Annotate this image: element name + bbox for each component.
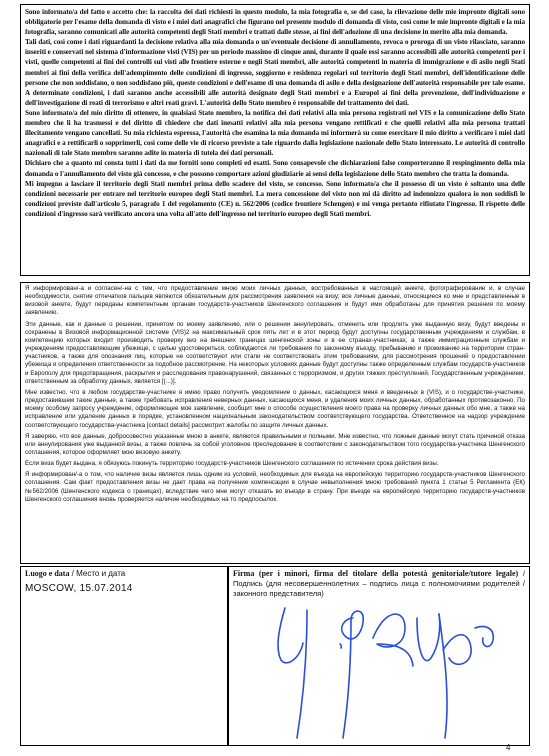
signature-ink	[278, 608, 493, 738]
russian-paragraph: Мне известно, что в любом государстве-участнике я имею право получить уведомление о данных, касающихся меня и введенных в (VIS), и о государстве-участнике, предоставившем такие данные, а также требовать исправления неверных данных, касающихся меня, и удаления моих личных данных, обработанных противозаконно. По моему особому запросу учреждение, оформляющее мое заявление, сообщит мне о способе осуществления моего права на проверку личных данных обо мне, а также на исправление или удаление данных в порядке, установленном национальным законодательством соответствующего государства. Ответственное на надзор учреждение соответствующего государства-участника [contact details] рассмотрит жалобы по защите личных данных.	[25, 388, 525, 429]
russian-paragraph: Я информирован/-а о том, что наличие визы является лишь одним из условий, необходимых для въезда на европейскую территорию государств-участников Шенгенского соглашения. Сам факт предоставления визы не дает права на получение компенсации в случае невыполнения мною требований пункта 1 статьи 5 Регламента (ЕК) №562/2006 (Шенгенского кодекса о границах), вследствие чего мне могут отказать во въезде в страну. При въезде на европейскую территорию государств-участников Шенгенского соглашения вновь проверяется наличие необходимых на то предпосылок.	[25, 471, 525, 503]
handwritten-signature	[245, 588, 545, 748]
place-and-date-value: MOSCOW, 15.07.2014	[25, 583, 133, 594]
place-and-date-label	[25, 569, 223, 579]
italian-paragraph: Sono informato/a del mio diritto di ottenere, in qualsiasi Stato membro, la notifica dei dati relativi alla mia persona registrati nel VIS e la comunicazione dello Stato membro che li ha trasmessi e del diritto di chiedere che dati inesatti relativi alla mia persona vengano rettificati e che quelli relativi alla mia persona trattati illecitamente vengano cancellati. Su mia richiesta espressa, l'autorità che esamina la mia domanda mi informerà su come esercitare il mio diritto a verificare i miei dati anagrafici e a rettificarli o sopprimerli, così come delle vie di ricorso previste a tale riguardo dalla legislazione nazionale dello Stato interessato. Le autorità di controllo nazionali di tale Stato membro saranno adite in materia di tutela dei dati personali.	[25, 108, 525, 158]
place-and-date-field[interactable]	[20, 566, 228, 746]
italian-paragraph: Mi impegno a lasciare il territorio degli Stati membri prima dello scadere del visto, se concesso. Sono informato/a che il possesso di un visto è soltanto una delle condizioni necessarie per entrare nel territorio europeo degli Stati membri. La mera concessione del visto non mi dà diritto ad indennizzo qualora io non soddisfi le condizioni previste dall'articolo 5, paragrafo 1 del regolamento (CE) n. 562/2006 (codice frontiere Schengen) e mi venga pertanto rifiutato l'ingresso. Il rispetto delle condizioni d'ingresso sarà verificato ancora una volta all'atto dell'ingresso nel territorio europeo degli Stati membri.	[25, 179, 525, 218]
place-label-russian: Место и дата	[76, 569, 126, 578]
signature-label-italian: Firma (per i minori, firma del titolare della potestà genitoriale/tutore legale)	[233, 569, 519, 578]
label-separator: /	[69, 569, 77, 578]
russian-paragraph: Если виза будет выдана, я обязуюсь покинуть территорию государств-участников Шенгенского соглашения по истечении срока действия визы.	[25, 460, 439, 468]
italian-paragraph: Tali dati, così come i dati riguardanti la decisione relativa alla mia domanda o un'eventuale decisione di annullamento, revoca o proroga di un visto rilasciato, saranno inseriti e conservati nel sistema d'informazione visti (VIS) per un periodo massimo di cinque anni, durante il quale essi saranno accessibili alle autorità competenti per i visti, quelle competenti ai fini dei controlli sui visti alle frontiere esterne e negli Stati membri, alle autorità competenti in materia di immigrazione e di asilo negli Stati membri ai fini della verifica dell'adempimento delle condizioni di ingresso, soggiorno e residenza regolari sul territorio degli Stati membri, dell'identificazione delle persone che non soddisfano, o non soddisfano più, queste condizioni e dell'esame di una domanda di asilo e della designazione dell'autorità responsabile per tale esame. A determinate condizioni, i dati saranno anche accessibili alle autorità designate degli Stati membri e a Europol ai fini della prevenzione, dell'individuazione e dell'investigazione di reati di terrorismo e altri reati gravi. L'autorità dello Stato membro è responsabile del trattamento dei dati.	[25, 38, 525, 107]
russian-consent-notice	[20, 282, 530, 564]
italian-paragraph: Dichiaro che a quanto mi consta tutti i dati da me forniti sono completi ed esatti. Sono consapevole che dichiarazioni false comporteranno il respingimento della mia domanda o l'annullamento del visto già concesso, e che possono comportare azioni giudiziarie ai sensi della legislazione dello Stato membro che tratta la domanda.	[25, 159, 525, 178]
place-label-italian: Luogo e data	[25, 569, 70, 578]
page-number: 4	[506, 743, 511, 752]
italian-consent-notice	[20, 4, 530, 276]
italian-paragraph: Sono informato/a del fatto e accetto che: la raccolta dei dati richiesti in questo modulo, la mia fotografia e, se del caso, la rilevazione delle mie impronte digitali sono obbligatorie per l'esame della domanda di visto e i miei dati anagrafici che figurano nel presente modulo di domanda di visto, così come le mie impronte digitali e la mia fotografia, saranno comunicati alle autorità competenti degli Stati membri e trattati dalle stesse, ai fini dell'adozione di una decisione in merito alla mia domanda.	[25, 8, 525, 37]
russian-paragraph: Я заверяю, что все данные, добросовестно указанные мною в анкете, являются правильными и полными. Мне известно, что ложные данные могут стать причиной отказа или аннулирования уже выданной визы, а также повлечь за собой уголовное преследование в соответствии с законодательством того государства-участника Шенгенского соглашения, которое оформляет мою визовую анкету.	[25, 432, 525, 456]
russian-paragraph: Эти данные, как и данные о решении, принятом по моему заявлению, или о решении аннулировать, отменить или продлить уже выданную визу, будут введены и сохранены в Визовой информационной системе (VIS)2 на максимальный срок пять лет и в этот период будут доступны государственным учреждениям и службам, в компетенцию которых входит производить проверку виз на внешних границах шенгенской зоны и в ее странах-участниках, а также иммиграционным службам и учреждениям предоставляющим убежище, с целью удостовериться, соблюдаются ли требования по законному въезду, пребыванию и проживанию на территории стран-участников, а также для опознания лиц, которые не соответствуют или стали не соответствовать этим требованиям, для рассмотрения прошений о предоставлении убежища и определения ответственности за подобное рассмотрение. На некоторых условиях данные будут доступны также определенным службам государств-участников и Европолу для предотвращения, раскрытия и расследования правонарушений, связанных с терроризмом, и других тяжких преступлений. Государственным учреждением, ответственным за обработку данных, является [(...)].	[25, 320, 525, 385]
russian-paragraph: Я информирован/-а и согласен/-на с тем, что предоставление мною моих личных данных, востребованных в настоящей анкете, фотографирование и, в случае необходимости, снятие отпечатков пальцев являются обязательным для рассмотрения заявления на визу; все личные данные, относящиеся ко мне и представленные в визовой анкете, будут переданы компетентным органам государств-участников Шенгенского соглашения и будут ими обработаны для принятия решения по моему заявлению.	[25, 285, 525, 317]
signature-label-russian: / Подпись (для несовершеннолетних – подпись лица с полномочиями родителей / законного представителя)	[233, 569, 525, 598]
